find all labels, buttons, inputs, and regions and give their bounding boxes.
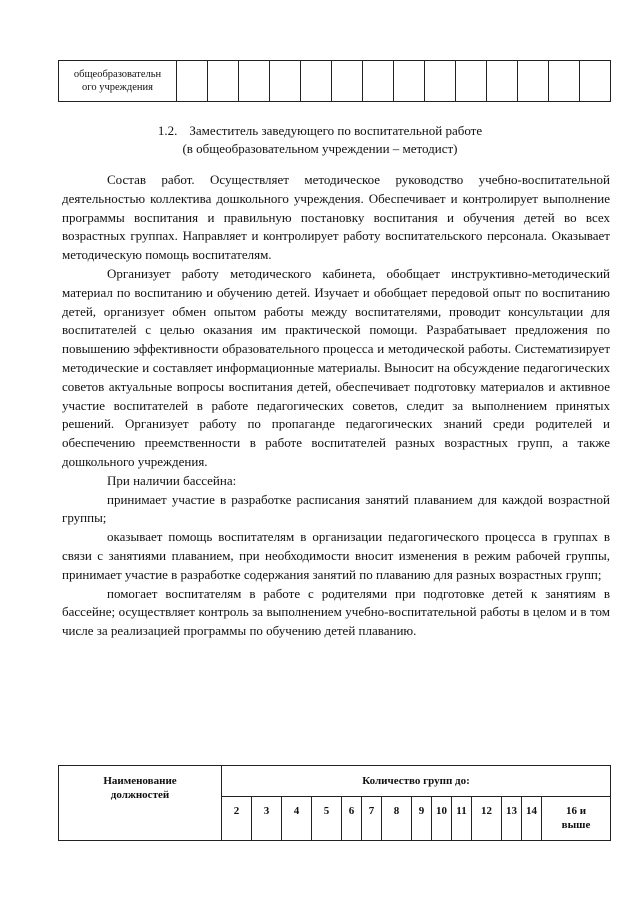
paragraph: Организует работу методического кабинета, обобщает инструктивно-методический материал по воспитанию и обучению детей. Изучает и обобщает передовой опыт по воспитанию детей, организует обмен опытом работы между воспитателями, проводит консультации для воспитателей с целью оказания им практической помощи. Разрабатывает предложения по повышению эффективности образовательного процесса и методической работы. Систематизирует методические и составляет информационные материалы. Выносит на обсуждение педагогических советов актуальные вопросы воспитания детей, обеспечивает подготовку материалов и активное участие воспитателей в работе педагогических советов, следит за выполнением принятых решений. Организует работу по пропаганде педагогических знаний среди родителей и обеспечению преемственности в работе воспитателей разных возрастных групп, а также дошкольного учреждения. xyxy=(62,265,610,469)
group-count-cell: 10 xyxy=(432,797,452,841)
group-count-cell: 7 xyxy=(362,797,382,841)
paragraph: принимает участие в разработке расписания занятий плаванием для каждой возрастной группы; xyxy=(62,491,610,526)
table-cell xyxy=(270,61,301,102)
table-cell xyxy=(332,61,363,102)
group-count-cell: 9 xyxy=(412,797,432,841)
table-header-row xyxy=(59,766,611,797)
header-line: Наименование xyxy=(103,775,177,787)
header-line: должностей xyxy=(110,789,170,801)
position-header xyxy=(59,766,222,841)
group-count-cell: 11 xyxy=(452,797,472,841)
section-title-line2: (в общеобразовательном учреждении – методист) xyxy=(182,141,458,156)
group-count-cell: 8 xyxy=(382,797,412,841)
cell-line: ого учреждения xyxy=(82,82,153,93)
group-count-cell-last xyxy=(542,797,611,841)
section-heading xyxy=(0,122,640,158)
table-cell xyxy=(177,61,208,102)
top-table xyxy=(58,60,611,102)
table-cell xyxy=(518,61,549,102)
table-cell xyxy=(394,61,425,102)
groups-table xyxy=(58,765,611,841)
group-count-cell: 12 xyxy=(472,797,502,841)
table-cell xyxy=(549,61,580,102)
group-count-cell: 6 xyxy=(342,797,362,841)
paragraph: оказывает помощь воспитателям в организации педагогического процесса в группах в связи с занятиями плаванием, при необходимости вносит изменения в режим рабочей группы, принимает участие в разработке содержания занятий по плаванию для разных возрастных групп; xyxy=(62,529,610,582)
group-count-cell: 5 xyxy=(312,797,342,841)
table-cell xyxy=(456,61,487,102)
table-cell xyxy=(425,61,456,102)
group-count-cell: 3 xyxy=(252,797,282,841)
table-cell xyxy=(487,61,518,102)
table-cell xyxy=(239,61,270,102)
table-row xyxy=(59,61,611,102)
group-count-cell: 2 xyxy=(222,797,252,841)
group-count-cell: 14 xyxy=(522,797,542,841)
cell-line: общеобразовательн xyxy=(73,69,162,80)
cell-line: выше xyxy=(561,819,591,831)
table-cell xyxy=(301,61,332,102)
table-cell xyxy=(363,61,394,102)
body-text xyxy=(62,171,610,641)
paragraph: При наличии бассейна: xyxy=(107,472,237,488)
group-count-cell: 4 xyxy=(282,797,312,841)
group-count-cell: 13 xyxy=(502,797,522,841)
table-cell-position xyxy=(59,61,177,102)
groups-header: Количество групп до: xyxy=(222,766,611,797)
paragraph: помогает воспитателям в работе с родителями при подготовке детей к занятиям в бассейне; осуществляет контроль за выполнением учебно-воспитательной работы в целом и в том числе за реализацией программы по обучению детей плаванию. xyxy=(62,585,610,639)
table-cell xyxy=(208,61,239,102)
section-title: Заместитель заведующего по воспитательной работе xyxy=(189,123,483,138)
table-cell xyxy=(580,61,611,102)
section-number: 1.2. xyxy=(157,123,178,138)
cell-line: 16 и xyxy=(565,805,587,817)
paragraph: Состав работ. Осуществляет методическое руководство учебно-воспитательной деятельностью коллектива дошкольного учреждения. Обеспечивает и контролирует выполнение программы воспитания и правильную постановку воспитания и обучения детей во всех возрастных группах. Направляет и контролирует работу воспитательского персонала. Оказывает методическую помощь воспитателям. xyxy=(62,172,610,263)
